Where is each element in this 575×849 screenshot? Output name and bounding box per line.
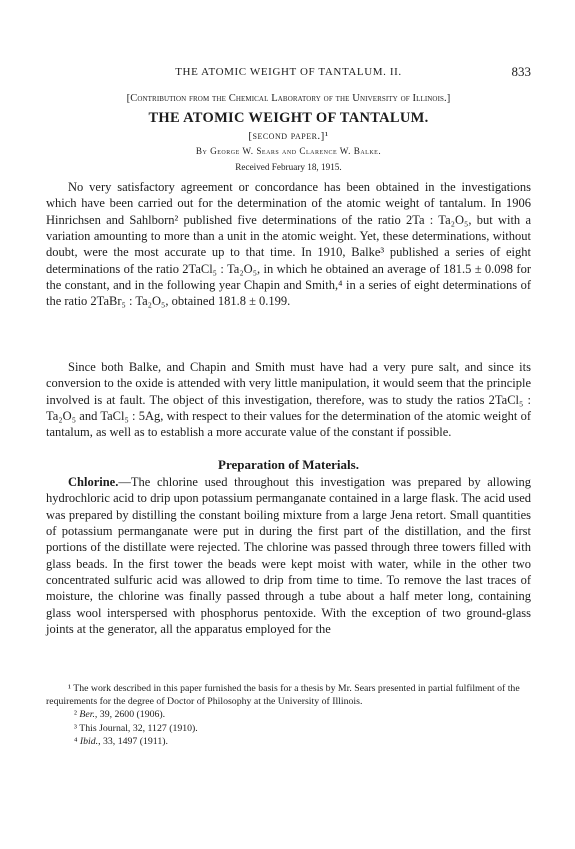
paragraph-lead-term: Chlorine.: [68, 475, 119, 489]
paragraph-3-text: —The chlorine used throughout this investigation was prepared by allowing hydrochloric acid to drip upon potassium permanganate contained in a large flask. The acid used was prepared by distilling the constant boiling mixture from a large Jena retort. Small quantities of potassium permanganate were put in during the first part of the distillation, and the first portions of the distillate were rejected. The chlorine was passed through three towers filled with glass beads. In the first tower the beads were kept moist with water, while in the other two concentrated sulfuric acid was allowed to drip from time to time. To remove the last traces of moisture, the chlorine was finally passed through a tube about a half meter long, containing glass wool interspersed with phosphorus pentoxide. With the exception of two ground-glass joints at the generator, all the apparatus employed for the: [46, 475, 531, 637]
author-line: By George W. Sears and Clarence W. Balke.: [195, 146, 382, 156]
footnote-2-citation: , 39, 2600 (1906).: [94, 709, 166, 721]
section-heading: Preparation of Materials.: [218, 457, 359, 472]
contribution-line: [Contribution from the Chemical Laboratory of the University of Illinois.]: [126, 93, 451, 104]
footnote-1: ¹ The work described in this paper furnished the basis for a thesis by Mr. Sears presented in partial fulfilment of the requirements for the degree of Doctor of Philosophy at the University of Illinois.: [46, 683, 520, 708]
footnote-2: [46, 708, 531, 721]
running-head-title: THE ATOMIC WEIGHT OF TANTALUM. II.: [175, 66, 402, 78]
body-paragraph-1: No very satisfactory agreement or concordance has been obtained in the investigations which have been carried out for the determination of the atomic weight of tantalum. In 1906 Hinrichsen and Sahlborn² published five determinations of the ratio 2Ta : Ta₂O₅, but with a variation amounting to more than a unit in the atomic weight. Yet, these determinations, without doubt, were the most accurate up to that time. In 1910, Balke³ published a series of eight determinations of the ratio 2TaCl₅ : Ta₂O₅, in which he obtained an average of 181.5 ± 0.098 for the constant, and in the following year Chapin and Smith,⁴ in a series of eight determinations of the ratio 2TaBr₅ : Ta₂O₅, obtained 181.8 ± 0.199.: [46, 180, 531, 309]
page-number: 833: [511, 64, 531, 79]
footnote-4-citation: , 33, 1497 (1911).: [98, 735, 168, 747]
footnote-4-source: Ibid.: [79, 735, 99, 747]
received-date: Received February 18, 1915.: [235, 162, 342, 172]
footnotes: [46, 682, 531, 748]
article-title: THE ATOMIC WEIGHT OF TANTALUM.: [148, 110, 429, 126]
running-head: [46, 66, 531, 78]
article-subtitle: [second paper.]¹: [248, 130, 329, 142]
footnote-2-marker: ²: [74, 709, 80, 721]
footnote-2-source: Ber.: [79, 709, 95, 721]
footnote-4: [46, 735, 531, 748]
body-paragraph-3: [46, 474, 531, 637]
footnote-4-marker: ⁴: [74, 735, 80, 747]
footnote-3: ³ This Journal, 32, 1127 (1910).: [74, 722, 198, 734]
body-paragraph-2: Since both Balke, and Chapin and Smith must have had a very pure salt, and since its conversion to the oxide is attended with very little manipulation, it would seem that the principle involved is at fault. The object of this investigation, therefore, was to study the ratios 2TaCl₅ : Ta₂O₅ and TaCl₅ : 5Ag, with respect to their values for the determination of the atomic weight of tantalum, as well as to establish a more accurate value of the constant if possible.: [46, 360, 531, 440]
